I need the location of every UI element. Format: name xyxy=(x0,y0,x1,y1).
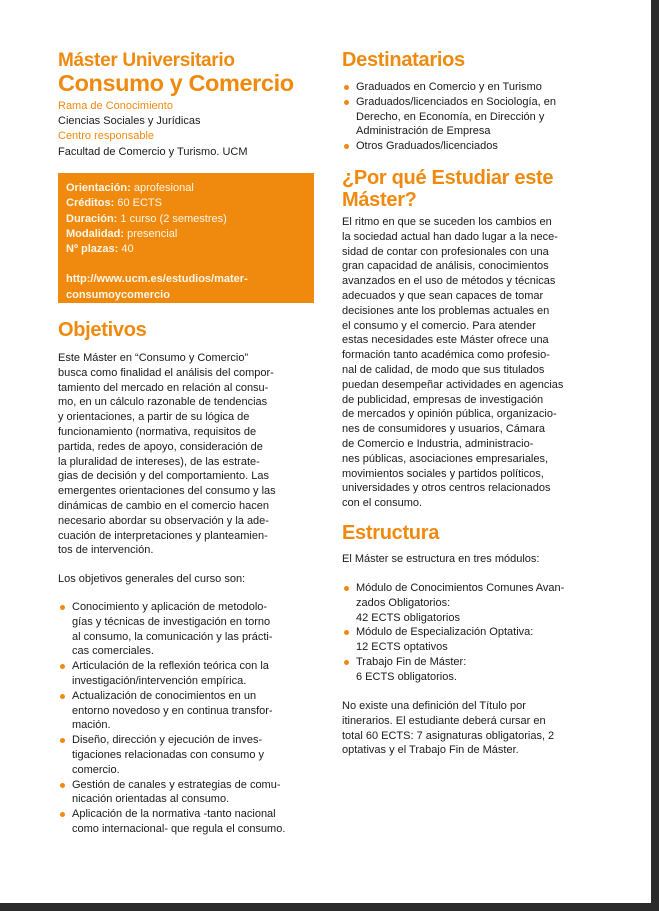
list-item-line: zados Obligatorios: xyxy=(356,596,451,609)
list-item-line: al consumo, la comunicación y las prácti- xyxy=(72,630,273,643)
porque-line: nes de consumidores y usuarios, Cámara xyxy=(342,423,545,436)
objetivos-intro-line: emergentes orientaciones del consumo y las xyxy=(58,485,276,498)
objetivos-intro-line: tamiento del mercado en relación al consu- xyxy=(58,381,269,394)
estructura-closing-line: itinerarios. El estudiante deberá cursar en xyxy=(342,714,546,727)
list-item-line: Articulación de la reflexión teórica con la xyxy=(72,660,269,673)
list-item xyxy=(58,733,285,777)
list-item-line: Gestión de canales y estrategias de comu- xyxy=(72,778,281,791)
list-item-line: como internacional- que regula el consumo. xyxy=(72,822,286,835)
destinatarios-list xyxy=(342,80,556,154)
list-item-line: 12 ECTS optativos xyxy=(356,641,448,654)
porque-line: estas necesidades este Máster ofrece una xyxy=(342,334,549,347)
destinatarios-heading: Destinatarios xyxy=(342,49,465,71)
objetivos-intro-line: la pluralidad de intereses), de las estrate- xyxy=(58,455,260,468)
list-item-line: Módulo de Conocimientos Comunes Avan- xyxy=(356,582,565,594)
list-item xyxy=(342,625,564,655)
page-frame-bottom xyxy=(0,903,659,911)
porque-line: con el consumo. xyxy=(342,497,423,510)
porque-line: universidades y otros centros relacionados xyxy=(342,482,551,495)
bullet-icon xyxy=(60,738,65,743)
porque-line: nes públicas, asociaciones empresariales, xyxy=(342,452,549,465)
centro-label: Centro responsable xyxy=(58,130,155,142)
rama-value: Ciencias Sociales y Jurídicas xyxy=(58,115,201,127)
plazas-value: 40 xyxy=(121,243,134,256)
objetivos-intro-line: mo, en un cálculo razonable de tendencias xyxy=(58,396,268,409)
program-url-link[interactable] xyxy=(66,272,306,303)
list-item-line: Trabajo Fin de Máster: xyxy=(356,655,467,668)
rama-label: Rama de Conocimiento xyxy=(58,100,173,112)
porque-heading-line-1: ¿Por qué Estudiar este xyxy=(342,167,554,189)
creditos-value: 60 ECTS xyxy=(117,197,162,210)
list-item xyxy=(58,689,285,733)
bullet-icon xyxy=(344,144,349,149)
objetivos-intro-line: y orientaciones, a partir de su lógica de xyxy=(58,411,250,424)
porque-line: adecuados y que sean capaces de tomar xyxy=(342,289,544,302)
porque-paragraph xyxy=(342,215,563,511)
porque-line: nal de calidad, de modo que sus titulados xyxy=(342,363,545,376)
list-item-line: nicación orientadas al consumo. xyxy=(72,793,230,806)
list-item xyxy=(342,581,564,625)
objetivos-intro-line: partida, redes de apoyo, consideración de xyxy=(58,440,263,453)
bullet-icon xyxy=(344,630,349,635)
modalidad-value: presencial xyxy=(127,227,178,240)
porque-line: decisiones ante los problemas actuales en xyxy=(342,304,550,317)
list-item xyxy=(58,807,285,837)
list-item xyxy=(58,659,285,689)
bullet-icon xyxy=(60,812,65,817)
plazas-label: Nº plazas: xyxy=(66,243,119,256)
porque-heading xyxy=(342,167,553,211)
list-item-line: Aplicación de la normativa -tanto nacional xyxy=(72,808,276,821)
list-item xyxy=(342,80,556,95)
list-item-line: entorno novedoso y en continua transfor- xyxy=(72,704,273,717)
estructura-closing xyxy=(342,699,554,758)
orientacion-label: Orientación: xyxy=(66,182,131,194)
list-item xyxy=(58,778,285,808)
estructura-heading: Estructura xyxy=(342,522,440,544)
info-orientacion xyxy=(66,181,306,196)
estructura-list xyxy=(342,581,564,685)
list-item-line: investigación/intervención empírica. xyxy=(72,674,247,687)
list-item-line: comercio. xyxy=(72,763,120,776)
info-modalidad xyxy=(66,227,306,242)
info-creditos xyxy=(66,196,306,211)
list-item-line: Actualización de conocimientos en un xyxy=(72,689,257,702)
url-line-1[interactable]: http://www.ucm.es/estudios/mater- xyxy=(66,273,248,286)
bullet-icon xyxy=(60,605,65,610)
info-plazas xyxy=(66,242,306,257)
title-line-1: Máster Universitario xyxy=(58,50,235,71)
estructura-intro xyxy=(342,552,539,567)
title-line-2: Consumo y Comercio xyxy=(58,70,294,96)
bullet-icon xyxy=(344,100,349,105)
porque-line: de mercados y opinión pública, organizacio- xyxy=(342,408,557,421)
bullet-icon xyxy=(344,586,349,591)
list-item-line: Administración de Empresa xyxy=(356,125,491,138)
estructura-closing-line: No existe una definición del Título por xyxy=(342,700,526,712)
estructura-closing-line: total 60 ECTS: 7 asignaturas obligatorias, 2 xyxy=(342,729,555,742)
bullet-icon xyxy=(344,85,349,90)
bullet-icon xyxy=(60,783,65,788)
list-item xyxy=(58,600,285,659)
porque-line: el consumo y el comercio. Para atender xyxy=(342,319,536,332)
objetivos-intro-line: funcionamiento (normativa, requisitos de xyxy=(58,425,257,438)
list-item-line: cas comerciales. xyxy=(72,645,154,658)
porque-heading-line-2: Máster? xyxy=(342,189,417,211)
list-item-line: Diseño, dirección y ejecución de inves- xyxy=(72,734,263,747)
porque-line: la sociedad actual han dado lugar a la nece- xyxy=(342,230,558,243)
list-item xyxy=(342,655,564,685)
objetivos-intro-line: necesario abordar su observación y la ade- xyxy=(58,514,269,527)
list-item-line: mación. xyxy=(72,719,111,732)
duracion-value: 1 curso (2 semestres) xyxy=(120,212,227,225)
objetivos-intro-line: gias de decisión y del comportamiento. Las xyxy=(58,470,269,483)
estructura-closing-line: optativas y el Trabajo Fin de Máster. xyxy=(342,744,519,757)
objetivos-generales-text: Los objetivos generales del curso son: xyxy=(58,573,246,585)
objetivos-intro xyxy=(58,351,276,558)
duracion-label: Duración: xyxy=(66,212,118,225)
porque-line: puedan desempeñar actividades en agencias xyxy=(342,378,564,391)
list-item-line: Módulo de Especialización Optativa: xyxy=(356,626,534,639)
list-item-line: Graduados/licenciados en Sociología, en xyxy=(356,95,556,108)
info-box xyxy=(58,173,314,303)
porque-line: sidad de contar con profesionales con una xyxy=(342,245,549,258)
porque-line: gran capacidad de análisis, conocimientos xyxy=(342,260,549,273)
list-item-line: 6 ECTS obligatorios. xyxy=(356,670,457,683)
porque-line: El ritmo en que se suceden los cambios en xyxy=(342,216,552,228)
orientacion-value: aprofesional xyxy=(133,182,194,194)
list-item xyxy=(342,139,556,154)
list-item-line: tigaciones relacionadas con consumo y xyxy=(72,748,265,761)
bullet-icon xyxy=(60,664,65,669)
list-item-line: gías y técnicas de investigación en torno xyxy=(72,615,271,628)
objetivos-intro-line: tos de intervención. xyxy=(58,544,154,557)
estructura-intro-text: El Máster se estructura en tres módulos: xyxy=(342,553,540,565)
porque-line: formación tanto académica como profesio- xyxy=(342,349,550,362)
porque-line: de Comercio e Industria, administracio- xyxy=(342,437,534,450)
info-duracion xyxy=(66,212,306,227)
porque-line: avanzados en el uso de métodos y técnicas xyxy=(342,275,556,288)
objetivos-intro-line: busca como finalidad el análisis del compor- xyxy=(58,366,274,379)
porque-line: de publicidad, empresas de investigación xyxy=(342,393,544,406)
bullet-icon xyxy=(60,694,65,699)
objetivos-intro-line: dinámicas de cambio en el comercio hacen xyxy=(58,499,269,512)
page-frame-right xyxy=(651,0,659,911)
bullet-icon xyxy=(344,660,349,665)
porque-line: movimientos sociales y partidos políticos, xyxy=(342,467,544,480)
objetivos-intro-line: cuación de interpretaciones y planteamien- xyxy=(58,529,268,542)
list-item-line: Conocimiento y aplicación de metodolo- xyxy=(72,601,268,613)
list-item-line: 42 ECTS obligatorios xyxy=(356,611,460,624)
objetivos-heading: Objetivos xyxy=(58,319,147,341)
centro-value: Facultad de Comercio y Turismo. UCM xyxy=(58,146,248,158)
url-line-2[interactable]: consumoycomercio xyxy=(66,288,170,301)
objetivos-intro-line: Este Máster en “Consumo y Comercio” xyxy=(58,352,249,364)
modalidad-label: Modalidad: xyxy=(66,227,125,240)
list-item-line: Otros Graduados/licenciados xyxy=(356,140,498,153)
list-item-line: Derecho, en Economía, en Dirección y xyxy=(356,110,545,123)
objetivos-generales-intro xyxy=(58,572,245,587)
creditos-label: Créditos: xyxy=(66,197,115,210)
list-item xyxy=(342,95,556,139)
list-item-line: Graduados en Comercio y en Turismo xyxy=(356,81,542,93)
objetivos-list xyxy=(58,600,285,837)
